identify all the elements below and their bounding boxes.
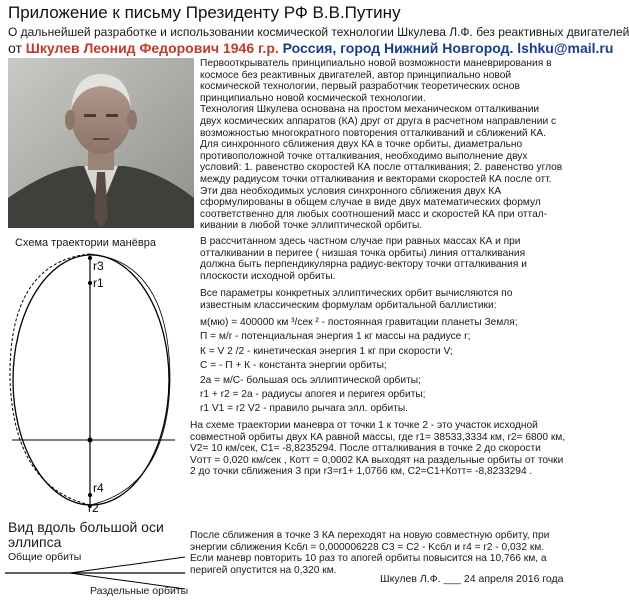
label-r3: r3 (93, 259, 104, 273)
final-text (190, 530, 549, 576)
author-photo (8, 58, 194, 228)
intro-line: между радиусом точки отталкивания и векторами скоростей КА после отт. (200, 173, 552, 185)
focus-point (88, 438, 93, 443)
intro-line: Эти два необходимых условия синхронного сближения двух КА (200, 185, 502, 197)
scheme-line: Vотт = 0,020 км/сек , Котт = 0,0002 КА выходят на раздельные орбиты от точки (190, 454, 564, 466)
intro-line: противоположной точке отталкивания, необходимо выполнение двух (200, 150, 528, 162)
orbit-separated (10, 254, 90, 505)
intro-line: Для синхронного сближения двух КА в точке орбиты, диаметрально (200, 139, 523, 151)
intro-line: условий: 1. равенство скоростей КА после отталкивания; 2. равенство углов (200, 162, 563, 174)
final-line: энергии сближения Kсбл = 0,000006228 С3 = С2 - Kсбл и r4 = r2 - 0,032 км. (190, 541, 545, 553)
intro-line: сформулированы в общем случае в виде двух математических формул (200, 197, 541, 209)
author-line (8, 40, 613, 56)
intro-line: принципиально новой космической технологии. (200, 92, 426, 104)
special-case-line: отталкивании в перигее ( низшая точка орбиты) линия отталкивания (200, 247, 526, 259)
scheme-text (190, 420, 565, 478)
formula-line: м(мю) = 400000 км ³/сек ² - постоянная гравитации планеты Земля; (200, 317, 518, 328)
formula-list (200, 316, 518, 417)
scheme-line: совместной орбиты двух КА равной массы, где r1= 38533,3334 км, r2= 6800 км, (190, 431, 566, 443)
from-word: от (8, 40, 22, 56)
intro-line: Первооткрыватель принципиально новой возможности маневрирования в (200, 58, 552, 69)
final-line: Если маневр повторить 10 раз то апогей орбиты повысится на 10,766 км, а (190, 553, 547, 565)
formula-line: К = V 2 /2 - кинетическая энергия 1 кг при скорости V; (200, 345, 453, 357)
point-r3 (88, 256, 92, 260)
formula-line: r1 V1 = r2 V2 - правило рычага элл. орбиты. (200, 403, 409, 415)
label-r2: r2 (88, 501, 99, 515)
birth-year: 1946 г.р. (222, 40, 279, 56)
view-title: Вид вдоль большой оси эллипса (8, 519, 164, 550)
signature: Шкулев Л.Ф. ___ 24 апреля 2016 года (380, 573, 564, 585)
scheme-line: 2 до точки сближения 3 при r3=r1+ 1,0766 км, С2=С1+Котт= -8,8233294 . (190, 466, 533, 478)
intro-line: кивании в любой точке эллиптической орбиты. (200, 220, 423, 232)
common-orbits-label: Общие орбиты (8, 551, 82, 563)
formula-line: 2a = м/С- большая ось эллиптической орбиты; (200, 374, 421, 386)
diagram-title: Схема траектории манёвра (15, 237, 156, 249)
orbit-inner (90, 254, 170, 505)
point-r1 (88, 281, 92, 285)
formula-intro (200, 288, 512, 311)
scheme-line: V2= 10 км/сек, C1= -8,8235294. После отталкивания в точке 2 до скорости (190, 443, 541, 455)
special-case-line: В рассчитанном здесь частном случае при равных массах КА и при (200, 236, 521, 247)
email: lshku@mail.ru (517, 40, 614, 56)
separate-orbits-label: Раздельные орбиты (90, 585, 189, 597)
separated-orbit-upper (70, 557, 185, 573)
author-name: Шкулев Леонид Федорович (25, 40, 220, 56)
orbit-outer (13, 255, 169, 505)
intro-line: соответственно для любых соотношений масс и скоростей КА при оттал- (200, 208, 548, 220)
orbit-diagram (0, 232, 200, 522)
location: Россия, город Нижний Новгород. (282, 40, 514, 56)
final-line: После сближения в точке 3 КА переходят на новую совместную орбиту, при (190, 530, 550, 541)
subtitle: О дальнейшей разработке и использовании космической технологии Шкулева Л.Ф. без реактивных двигателей (8, 25, 629, 39)
formula-line: r1 + r2 = 2a - радиусы апогея и перигея орбиты; (200, 389, 426, 401)
intro-line: космосе без реактивных двигателей, автор принципиально новой (200, 69, 512, 81)
final-line: перигей опустится на 0,320 км. (190, 564, 337, 576)
scheme-line: На схеме траектории маневра от точки 1 к точке 2 - это участок исходной (190, 420, 538, 431)
label-r4: r4 (93, 481, 104, 495)
formula-line: П = м/r - потенциальная энергия 1 кг массы на радиусе r; (200, 331, 471, 343)
intro-text (200, 58, 562, 232)
intro-line: Технология Шкулева основана на простом механическом отталкивании (200, 104, 540, 116)
special-case-text (200, 236, 527, 282)
special-case-line: плоскости исходной орбиты. (200, 270, 336, 282)
page-title: Приложение к письму Президенту РФ В.В.Путину (8, 3, 401, 22)
formula-intro-line: Все параметры конкретных эллиптических орбит вычисляются по (200, 288, 513, 299)
formula-intro-line: известным классическим формулам орбитальной баллистики: (200, 299, 497, 311)
label-r1: r1 (93, 276, 104, 290)
point-r4 (88, 493, 92, 497)
intro-line: возможностью многократного повторения отталкиваний и сближений КА. (200, 127, 546, 139)
intro-line: космической технологии, первый разработчик теоретических основ (200, 81, 520, 93)
formula-line: С = - П + К - константа энергии орбиты; (200, 360, 387, 372)
intro-line: двух космических аппаратов (КА) друг от друга в расчетном направлении с (200, 115, 557, 127)
special-case-line: должна быть перпендикулярна радиус-вектору точки отталкивания и (200, 259, 527, 271)
